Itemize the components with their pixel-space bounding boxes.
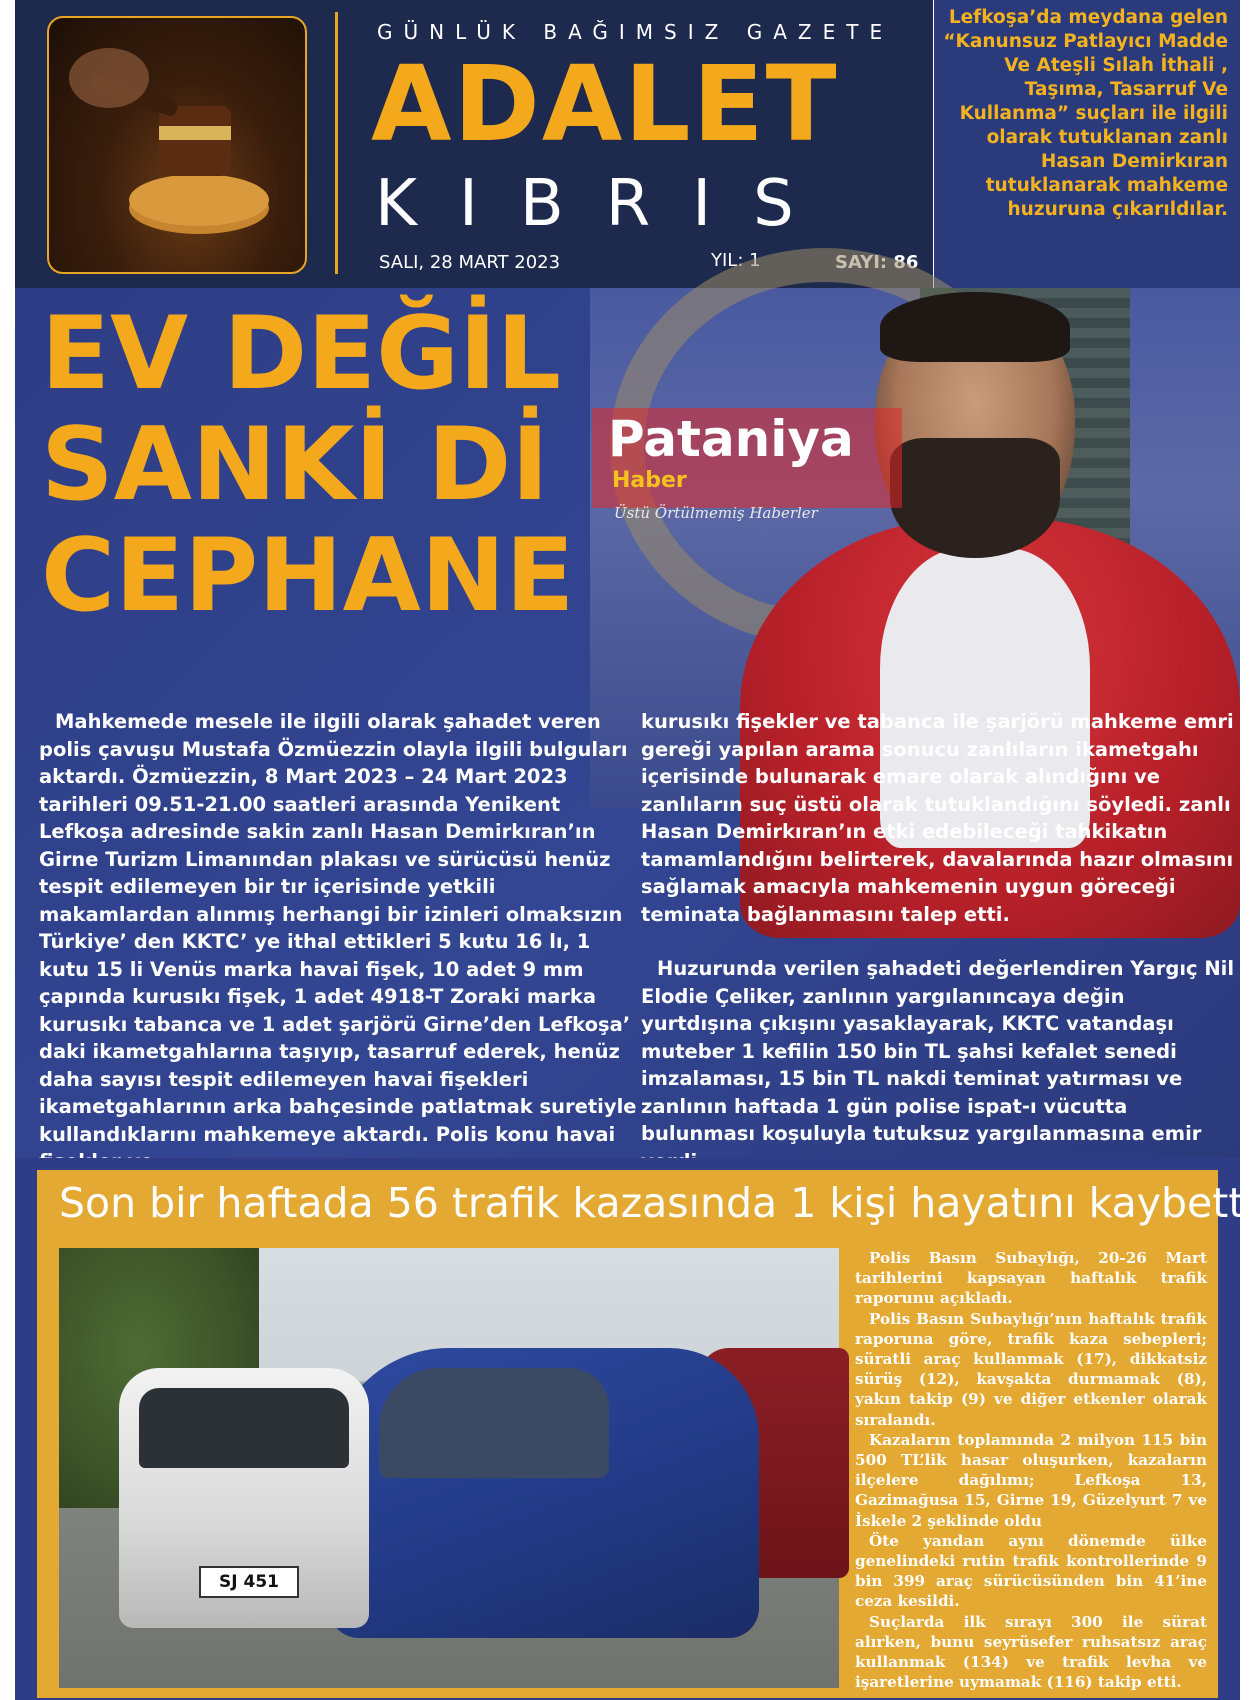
traffic-paragraph: Polis Basın Subaylığı, 20-26 Mart tarihlerini kapsayan haftalık trafik raporunu açıkladı. [855, 1249, 1207, 1308]
article-column-left [39, 708, 639, 1176]
license-plate: SJ 451 [199, 1566, 299, 1598]
headline-line2: SANKİ Dİ [41, 405, 549, 523]
traffic-headline: Son bir haftada 56 trafik kazasında 1 kişi hayatını kaybetti [59, 1179, 1256, 1227]
side-teaser [934, 0, 1240, 288]
traffic-paragraph: Suçlarda ilk sırayı 300 ile sürat alırken, bunu seyrüsefer ruhsatsız araç kullanmak (134) ve trafik levha ve işaretlerine uymamak (116) takip etti. [855, 1612, 1207, 1692]
article-column-right [641, 708, 1241, 1175]
crash-photo [59, 1248, 839, 1688]
masthead-divider [335, 12, 338, 274]
article-paragraph: kurusıkı fişekler ve tabanca ile şarjörü mahkeme emri gereği yapılan arama sonucu zanlıların ikametgahı içerisinde bulunarak emare olarak alındığını ve zanlıların suç üstü olarak tutuklandığını söyledi. zanlı Hasan Demirkıran’ın etki edebileceği tahkikatın tamamlandığını belirterek, davalarında hazır olmasını sağlamak amacıyla mahkemenin uygun göreceği teminata bağlanmasını talep etti. [641, 710, 1234, 926]
issue-date: SALI, 28 MART 2023 [379, 252, 561, 273]
photo-white-car-window [139, 1388, 349, 1468]
traffic-paragraph: Kazaların toplamında 2 milyon 115 bin 500 TL’lik hasar oluşurken, kazaların ilçelere dağılımı; Lefkoşa 13, Gazimağusa 15, Girne 19, Güzelyurt 7 ve İskele 2 şeklinde oldu [855, 1430, 1207, 1530]
headline-line3: CEPHANE [41, 516, 575, 634]
watermark-title: Pataniya [608, 410, 854, 468]
article-paragraph: Mahkemede mesele ile ilgili olarak şahadet veren polis çavuşu Mustafa Özmüezzin olayla ilgili bulguları aktardı. Özmüezzin, 8 Mart 2023 – 24 Mart 2023 tarihleri 09.51-21.00 saatleri arasında Yenikent Lefkoşa adresinde sakin zanlı Hasan Demirkıran’ın Girne Turizm Limanından plakası ve sürücüsü henüz tespit edilemeyen bir tır içerisinde yetkili makamlardan alınmış herhangi bir izinleri olmaksızın Türkiye’ den KKTC’ ye ithal ettikleri 5 kutu 16 lı, 1 kutu 15 li Venüs marka havai fişek, 10 adet 9 mm çapında kurusıkı fişek, 1 adet 4918-T Zoraki marka kurusıkı tabanca ve 1 adet şarjörü Girne’den Lefkoşa’ daki ikametgahlarına taşıyıp, tasarruf ederek, henüz daha sayısı tespit edilemeyen havai fişekleri ikametgahlarının arka bahçesinde patlatmak suretiyle kullandıklarını mahkemeye aktardı. Polis konu havai [39, 710, 637, 1146]
gavel-photo [47, 16, 307, 274]
traffic-paragraph: Polis Basın Subaylığı’nın haftalık trafik raporuna göre, trafik kaza sebepleri; süratli araç kullanmak (17), dikkatsiz sürüş (12), kavşakta durmamak (8), yakın takip (9) ve diğer etkenler olarak sıralandı. [855, 1309, 1207, 1429]
photo-hair [880, 292, 1070, 362]
issue-year: YIL: 1 [711, 250, 761, 271]
watermark-subtitle: Haber [612, 468, 687, 493]
traffic-story [15, 1158, 1256, 1700]
photo-beard [890, 438, 1060, 558]
issue-number: SAYI: 86 [835, 252, 919, 273]
masthead-tagline: GÜNLÜK BAĞIMSIZ GAZETE [377, 20, 894, 44]
brand-name-line1: ADALET [371, 43, 839, 165]
hero-story [15, 288, 1240, 1158]
traffic-article [855, 1248, 1207, 1692]
traffic-story-box [37, 1170, 1256, 1698]
masthead [15, 0, 933, 288]
paragraph-gap [641, 928, 1241, 955]
main-headline [41, 294, 575, 634]
photo-blue-car-window [379, 1368, 609, 1478]
watermark-tagline: Üstü Örtülmemiş Haberler [614, 504, 818, 522]
article-paragraph: Huzurunda verilen şahadeti değerlendiren Yargıç Nil Elodie Çeliker, zanlının yargılanıncaya değin yurtdışına çıkışını yasaklayarak, KKTC vatandaşı muteber 1 kefilin 150 bin TL şahsi kefalet senedi imzalaması, 15 bin TL nakdi teminat yatırması ve zanlının haftada 1 gün polise ispat-ı vücutta bulunması koşuluyla tutuksuz yargılanmasına emir [641, 957, 1235, 1145]
brand-name-line2: KIBRIS [375, 167, 836, 241]
traffic-paragraph: Öte yandan aynı dönemde ülke genelindeki rutin trafik kontrollerinde 9 bin 399 araç sürücüsünden bin 41’ine ceza kesildi. [855, 1531, 1207, 1611]
headline-line1: EV DEĞİL [41, 294, 561, 412]
side-teaser-text: Lefkoşa’da meydana gelen “Kanunsuz Patlayıcı Madde Ve Ateşli Sılah İthali , Taşıma, Tasarruf Ve Kullanma” suçları ile ilgili olarak tutuklanan zanlı Hasan Demirkıran tutuklanarak mahkeme huzuruna çıkarıldılar. [943, 7, 1228, 220]
watermark-logo [592, 408, 902, 528]
